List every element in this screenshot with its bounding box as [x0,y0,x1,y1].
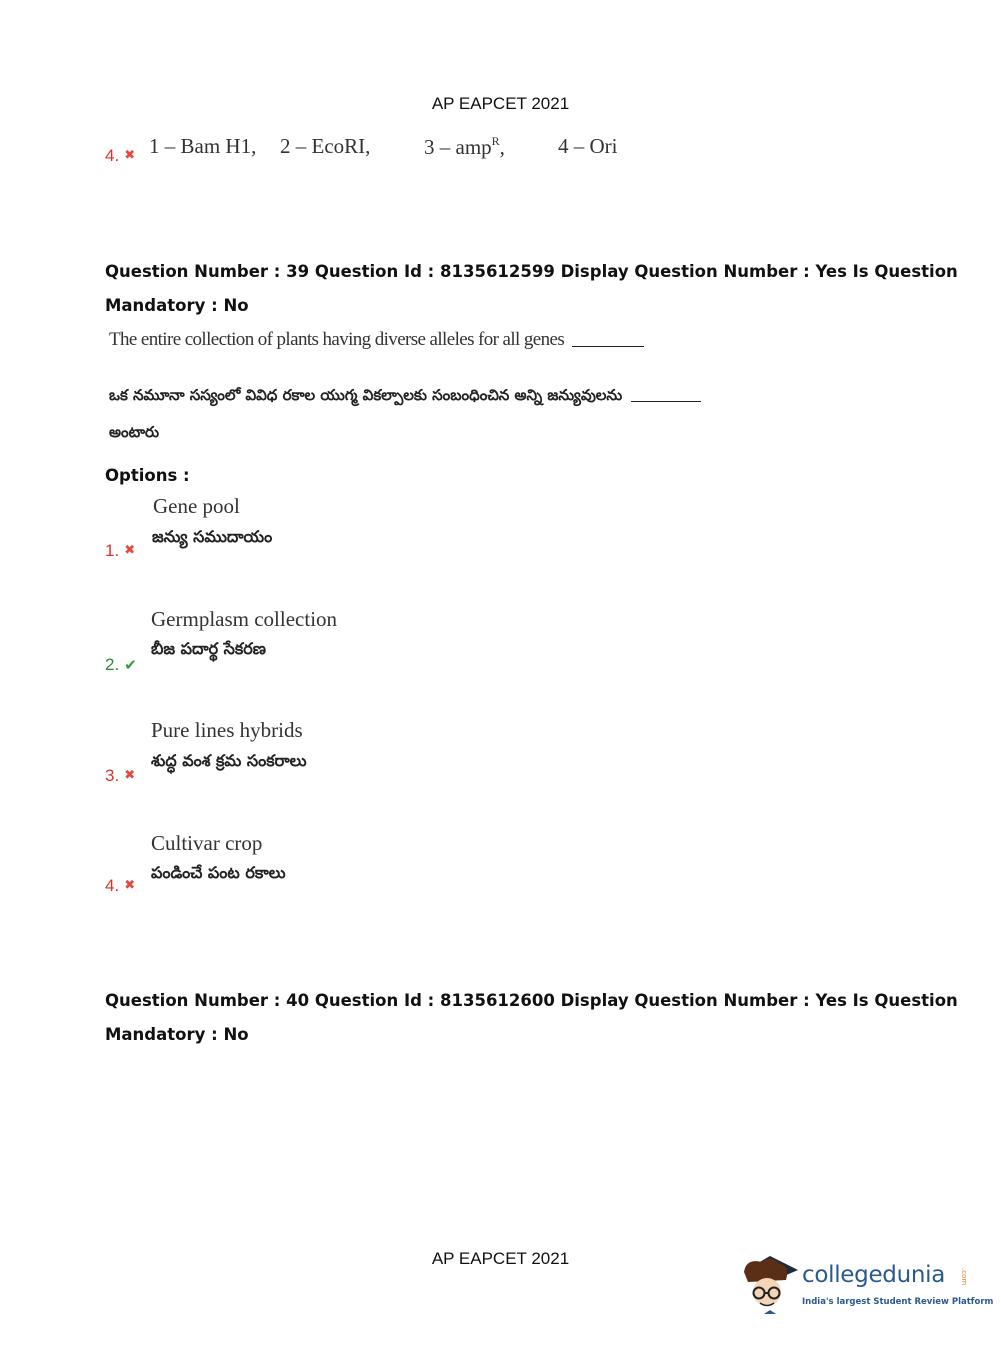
cross-icon: ✖ [124,878,136,893]
question-39-header-line1: Question Number : 39 Question Id : 8135612599 Display Question Number : Yes Is Question [105,262,958,281]
cross-icon: ✖ [124,543,136,558]
option-1-text-en: Gene pool [153,494,240,518]
superscript-r: R [491,134,500,148]
question-39-text-te-line1: ఒక నమూనా సస్యంలో వివిధ రకాల యుగ్మ వికల్పాలకు సంబంధించిన అన్ని జన్యువులను [109,386,701,408]
answer-blank-te [631,401,701,402]
option-2-text-te: బీజ పదార్థ సేకరణ [151,639,266,658]
option-4-text-te: పండించే పంట రకాలు [151,863,286,882]
collegedunia-logo [740,1248,994,1318]
question-40-header-line1: Question Number : 40 Question Id : 8135612600 Display Question Number : Yes Is Question [105,991,958,1010]
cross-icon: ✖ [124,148,136,163]
option-2-number: 2. ✔ [105,655,137,674]
prev-option-part-4: 4 – Ori [558,134,618,158]
option-2-text-en: Germplasm collection [151,607,338,631]
cross-icon: ✖ [124,768,136,783]
logo-tagline: India's largest Student Review Platform [802,1297,994,1307]
prev-option-part-2: 2 – EcoRI, [280,134,371,158]
prev-option-part-3: 3 – amp$^R$, [424,134,505,159]
option-4-number: 4. ✖ [105,876,136,895]
mascot-icon [740,1248,800,1318]
question-40-header-line2: Mandatory : No [105,1025,249,1044]
check-icon: ✔ [124,656,137,674]
prev-option-4-number: 4. ✖ [105,146,136,165]
page-footer-title: AP EAPCET 2021 [431,1249,570,1268]
logo-wordmark: collegedunia [802,1262,946,1288]
options-label: Options : [105,466,190,485]
question-39-header-line2: Mandatory : No [105,296,249,315]
option-3-text-te: శుద్ధ వంశ క్రమ సంకరాలు [151,751,307,770]
option-3-number: 3. ✖ [105,766,136,785]
question-39-text-te-line2: అంటారు [109,423,160,441]
option-3-text-en: Pure lines hybrids [151,718,303,742]
logo-suffix: .com [960,1268,968,1286]
option-4-text-en: Cultivar crop [151,831,263,855]
question-39-text-en: The entire collection of plants having diverse alleles for all genes [109,329,644,351]
prev-option-part-1: 1 – Bam H1, [149,134,257,158]
option-1-text-te: జన్యు సముదాయం [152,527,273,546]
answer-blank [572,346,644,347]
page-header-title: AP EAPCET 2021 [431,94,570,113]
option-1-number: 1. ✖ [105,541,136,560]
